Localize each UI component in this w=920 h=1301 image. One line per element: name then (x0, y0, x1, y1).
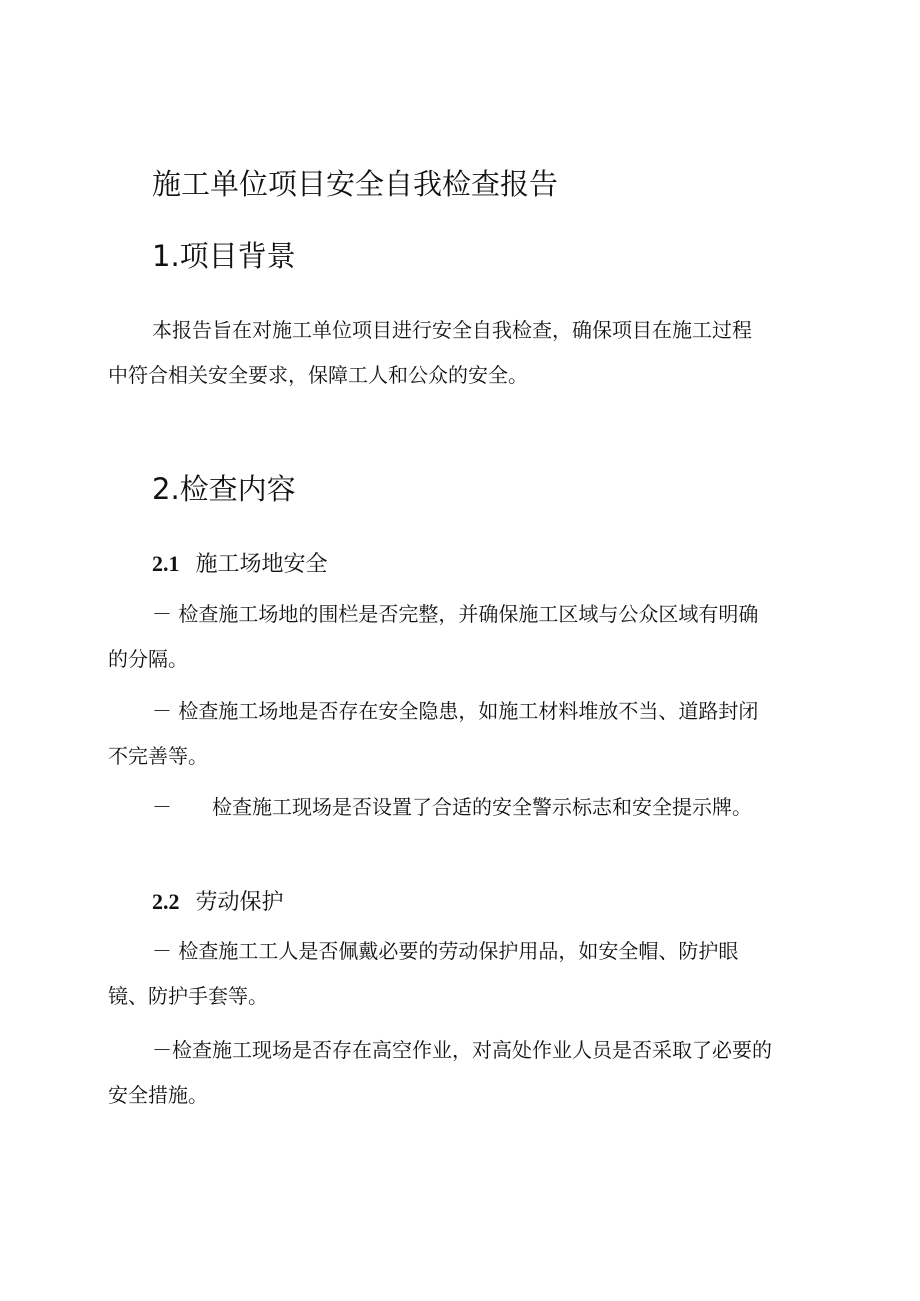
item-line: 的分隔。 (108, 647, 188, 671)
subsection-heading-site-safety (152, 548, 328, 581)
site-safety-item (108, 689, 808, 779)
section-heading-background: 1.项目背景 (152, 239, 296, 273)
paragraph-line: 中符合相关安全要求，保障工人和公众的安全。 (108, 363, 528, 387)
item-line: － 检查施工现场是否设置了合适的安全警示标志和安全提示牌。 (152, 795, 752, 819)
item-line: － 检查施工场地的围栏是否完整，并确保施工区域与公众区域有明确 (152, 602, 759, 626)
item-line: － 检查施工工人是否佩戴必要的劳动保护用品，如安全帽、防护眼 (152, 939, 739, 963)
site-safety-item (108, 592, 808, 682)
item-line: － 检查施工场地是否存在安全隐患，如施工材料堆放不当、道路封闭 (152, 699, 759, 723)
subsection-title: 施工场地安全 (195, 552, 328, 577)
subsection-number: 2.2 (152, 889, 180, 914)
labor-protection-item (108, 1028, 808, 1118)
item-line: －检查施工现场是否存在高空作业，对高处作业人员是否采取了必要的 (152, 1038, 772, 1062)
subsection-heading-labor-protection (152, 886, 284, 919)
section-heading-inspection: 2.检查内容 (152, 472, 296, 506)
item-line: 安全措施。 (108, 1083, 208, 1107)
item-line: 镜、防护手套等。 (108, 984, 268, 1008)
item-line: 不完善等。 (108, 744, 208, 768)
subsection-title: 劳动保护 (195, 890, 284, 915)
site-safety-item (108, 785, 808, 830)
labor-protection-item (108, 929, 808, 1019)
paragraph-line: 本报告旨在对施工单位项目进行安全自我检查，确保项目在施工过程 (152, 318, 752, 342)
subsection-number: 2.1 (152, 551, 180, 576)
document-title: 施工单位项目安全自我检查报告 (152, 167, 559, 201)
background-paragraph (108, 308, 808, 398)
